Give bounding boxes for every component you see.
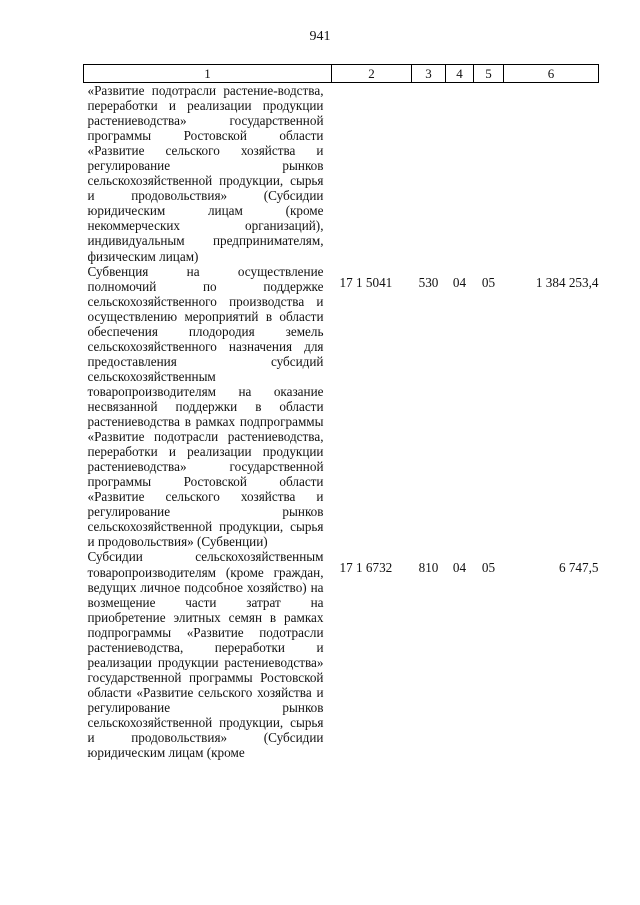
row-subsection: 05 [481,560,496,576]
row-type-code [412,83,446,264]
page-number: 941 [309,29,331,44]
table-row [84,264,599,550]
row-description: Субсидии сельскохозяйственным товаропроизводителям (кроме граждан, ведущих личное подсобное хозяйство) на возмещение части затрат на приобретение элитных семян в рамках подпрограммы «Развитие подотрасли растениеводства, переработки и реализации продукции растениеводства» государственной программы Ростовской области «Развитие сельского хозяйства и регулирование рынков сельскохозяйственной продукции, сырья и продовольствия» (Субсидии юридическим лицам (кроме [87,549,324,761]
header-col-4: 4 [446,65,474,83]
row-subsection: 05 [481,274,496,290]
row-target-code: 17 1 5041 [339,274,393,290]
row-target-code: 17 1 6732 [339,560,393,576]
row-section: 04 [452,274,467,290]
row-type-code: 530 [418,274,439,290]
row-description: Субвенция на осуществление полномочий по поддержке сельскохозяйственного производства и осуществлению мероприятий в области обеспечения плодородия земель сельскохозяйственного назначения для предоставления субсидий сельскохозяйственным товаропроизводителям на оказание несвязанной поддержки в области растениеводства в рамках подпрограммы «Развитие подотрасли растениеводства, переработки и реализации продукции растениеводства» государственной программы Ростовской области «Развитие сельского хозяйства и регулирование рынков сельскохозяйственной продукции, сырья и продовольствия» (Субвенции) [87,263,324,550]
row-amount: 1 384 253,4 [535,274,599,290]
row-target-code [332,83,412,264]
row-description: «Развитие подотрасли растение-водства, переработки и реализации продукции растениеводства» государственной программы Ростовской области «Развитие сельского хозяйства и регулирование рынков сельскохозяйственной продукции, сырья и продовольствия» (Субсидии юридическим лицам (кроме некоммерческих организаций), индивидуальным предпринимателям, физическим лицам) [87,83,324,264]
row-amount [504,83,599,264]
table-row [84,549,599,760]
table-header-row [84,65,599,83]
header-col-1: 1 [84,65,332,83]
header-col-5: 5 [474,65,504,83]
row-subsection [474,83,504,264]
row-section [446,83,474,264]
table-row [84,83,599,264]
header-col-6: 6 [504,65,599,83]
row-section: 04 [452,560,467,576]
row-type-code: 810 [418,560,439,576]
header-col-3: 3 [412,65,446,83]
header-col-2: 2 [332,65,412,83]
budget-table [83,64,599,760]
row-amount: 6 747,5 [558,560,599,576]
